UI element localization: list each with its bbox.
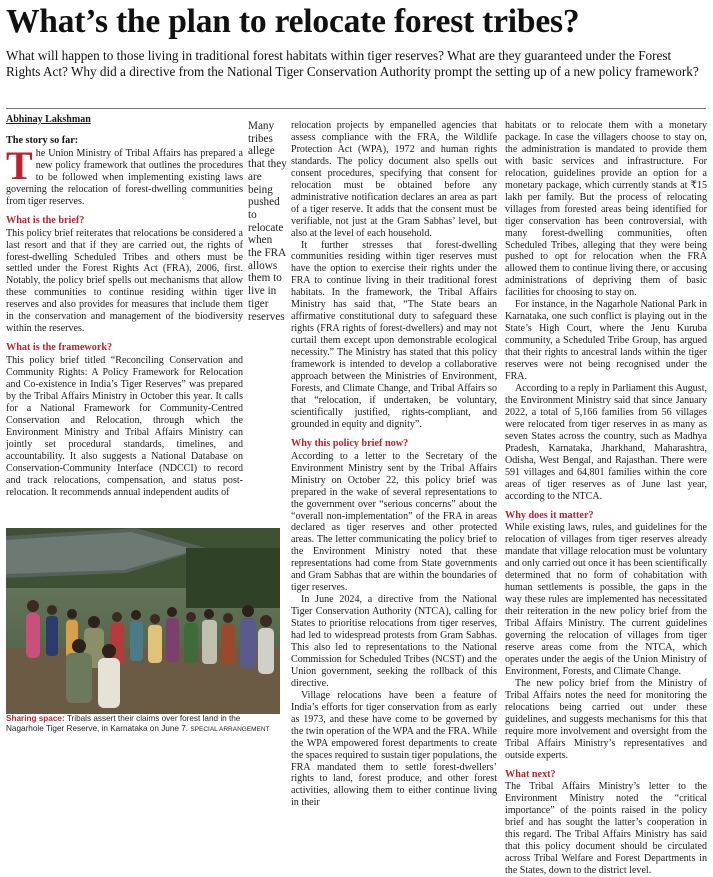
matter-paragraph-2: The new policy brief from the Ministry of Tribal Affairs notes the need for monitoring the relocations being carried out under these guidelines, and suggests mechanisms for this that require more involvement and oversight from the Tribal Affairs Ministry’s representatives and outside experts. bbox=[505, 677, 707, 761]
col3-paragraph-1: relocation projects by empanelled agencies that assess compliance with the FRA, the Wildlife Protection Act (WPA), 1972 and human rights standards. The policy document also spells out consent procedures, specifying that consent for relocation must be obtained before any administrative notification declares an area as part of a tiger reserve. It adds that the consent must be verifiable, not just at the Gram Sabhas’ level, but also at the level of each household. bbox=[291, 120, 497, 239]
caption-credit: SPECIAL ARRANGEMENT bbox=[190, 726, 270, 733]
next-heading: What next? bbox=[505, 768, 556, 780]
byline: Abhinay Lakshman bbox=[6, 114, 91, 125]
column-3 bbox=[291, 120, 497, 809]
deck: What will happen to those living in traditional forest habitats within tiger reserves? What are they guaranteed under the Forest Rights Act? Why did a directive from the National Tiger Conservation Authority prompt the setting up of a new policy framework? bbox=[6, 48, 699, 80]
brief-paragraph: This policy brief reiterates that relocations be considered a last resort and that if they are carried out, the rights of forest-dwelling Scheduled Tribes and others must be settled under the Forest Rights Act (FRA), 2006, first. Notably, the policy brief spells out mechanisms that allow these communities to continue residing within tiger reserves and also provides for measures that include them in the conservation and management of the biodiversity within the reserves. bbox=[6, 227, 243, 335]
col4-paragraph-3: According to a reply in Parliament this August, the Environment Ministry said that since January 2022, a total of 5,166 families from 56 villages were relocated from tiger reserves in as many as seven States across the country, such as Madhya Pradesh, Karnataka, Jharkhand, Maharashtra, Odisha, West Bengal, and Rajasthan. There were 591 villages and 64,801 families within the core areas of tiger reserves as of June last year, according to the NTCA. bbox=[505, 382, 707, 502]
why-now-paragraph-1: According to a letter to the Secretary of the Environment Ministry sent by the Tribal Affairs Ministry on October 22, this policy brief was prepared in the wake of several representations to the government over “serious concerns” about the “overall non-implementation” of the FRA in areas declared as tiger reserves and other protected areas. The letter communicating the policy brief to the Environment Ministry noted that these representations had come from State governments and Gram Sabhas that are within the boundaries of tiger reserves. bbox=[291, 450, 497, 594]
column-1 bbox=[6, 114, 243, 499]
photo-caption bbox=[6, 714, 280, 735]
brief-heading: What is the brief? bbox=[6, 214, 85, 226]
col4-paragraph-1: habitats or to relocate them with a monetary package. In case the villagers choose to stay on, the administration is mandated to provide them with basic services and infrastructure. For relocation, guidelines provide an option for a monetary package, which currently stands at ₹15 lakh per family. But the process of relocating villages from forested areas being identified for tiger conservation has been controversial, with many forest-dwelling communities, often Scheduled Tribes, alleging that they were being pushed to opt for relocation when the FRA allowed them to continue living there, or accusing administrations of depriving them of basic facilities for choosing to stay on. bbox=[505, 120, 707, 299]
next-paragraph: The Tribal Affairs Ministry’s letter to the Environment Ministry noted the “critical importance” of the points raised in the policy brief and has sought the latter’s cooperation in this regard. The Tribal Affairs Ministry has said that this policy document should be circulated across Tribal Welfare and Forest Departments in the States, down to the district level. bbox=[505, 781, 707, 877]
article-photo bbox=[6, 528, 280, 714]
story-so-far-paragraph bbox=[6, 142, 243, 208]
deck-divider bbox=[6, 108, 706, 109]
matter-heading: Why does it matter? bbox=[505, 509, 594, 521]
matter-paragraph-1: While existing laws, rules, and guidelines for the relocation of villages from tiger reserves already mandate that village relocation must be voluntary and only carried out once it has been scientifically determined that no form of cohabitation with human settlements is possible, the gaps in the way these rules are implemented has necessitated their reiteration in the new policy brief from the Tribal Affairs Ministry. The current guidelines governing the relocation of villages from tiger reserve areas come from the NTCA, which operates under the aegis of the Union Ministry of Environment, Forests, and Climate Change. bbox=[505, 522, 707, 677]
caption-text: Tribals assert their claims over forest land in the Nagarhole Tiger Reserve, in Karnataka on June 7. bbox=[6, 714, 241, 733]
headline: What’s the plan to relocate forest tribes? bbox=[6, 3, 580, 40]
col4-paragraph-2: For instance, in the Nagarhole National Park in Karnataka, one such conflict is playing out in the State’s High Court, where the Jenu Kuruba community, a Scheduled Tribe Group, has argued that their rights to ancestral lands within the tiger reserves were not being recognised under the FRA. bbox=[505, 299, 707, 383]
drop-cap: T bbox=[6, 142, 33, 188]
story-so-far-heading: The story so far: bbox=[6, 134, 79, 146]
why-now-paragraph-3: Village relocations have been a feature of India’s efforts for tiger conservation from as early as 1973, and these have come to be governed by the twin operation of the WPA and the FRA. While the WPA empowered forest departments to create the spaces required to sustain tiger populations, the FRA mandated them to settle forest-dwellers’ rights to land, forest produce, and other forest activities, allowing them to either continue living in their bbox=[291, 689, 497, 809]
col3-paragraph-2: It further stresses that forest-dwelling communities residing within tiger reserves must have the option to exercise their rights under the FRA to continue living in their traditional forest habitats. In the framework, the Tribal Affairs Ministry has said that, “The State bears an affirmative constitutional duty to safeguard these rights (FRA rights of forest-dwellers) and may not curtail them except upon demonstrable ecological necessity.” The Ministry has stated that this policy framework is intended to develop a collaborative approach between the Ministries of Environment, Forests, and Climate Change, and Tribal Affairs so that “relocation, if undertaken, be voluntary, scientifically justified, rights-compliant, and grounded in equity and dignity”. bbox=[291, 239, 497, 430]
story-so-far-text: he Union Ministry of Tribal Affairs has prepared a new policy framework that outlines the procedures to be followed when implementing existing laws governing the relocation of forest-dwelling communities from tiger reserves. bbox=[6, 147, 243, 207]
framework-heading: What is the framework? bbox=[6, 342, 113, 354]
why-now-paragraph-2: In June 2024, a directive from the National Tiger Conservation Authority (NTCA), calling for States to prioritise relocations from tiger reserves, had led to widespread protests from Gram Sabhas. This also led to representations to the National Commission for Scheduled Tribes (NCST) and the Union government, seeking the rollback of this directive. bbox=[291, 594, 497, 689]
tribal-gathering-photo bbox=[6, 528, 280, 714]
pull-quote-column bbox=[248, 120, 288, 323]
pull-quote: Many tribes allege that they are being pushed to relocate when the FRA allows them to live in tiger reserves bbox=[248, 120, 287, 323]
why-now-heading: Why this policy brief now? bbox=[291, 437, 409, 449]
caption-label: Sharing space: bbox=[6, 714, 65, 723]
framework-paragraph: This policy brief titled “Reconciling Conservation and Community Rights: A Policy Framework for Relocation and Co-existence in India’s Tiger Reserves” was prepared by the Tribal Affairs Ministry in October this year. It calls for a National Framework for Community-Centred Conservation and Relocation, through which the Environment Ministry and Tribal Affairs Ministry can jointly set procedural standards, timelines, and accountability. It also suggests a National Database on Conservation-Community Interface (NDCCI) to record and track relocations, compensation, and status post-relocation. It recommends annual independent audits of bbox=[6, 355, 243, 498]
column-4 bbox=[505, 120, 707, 877]
